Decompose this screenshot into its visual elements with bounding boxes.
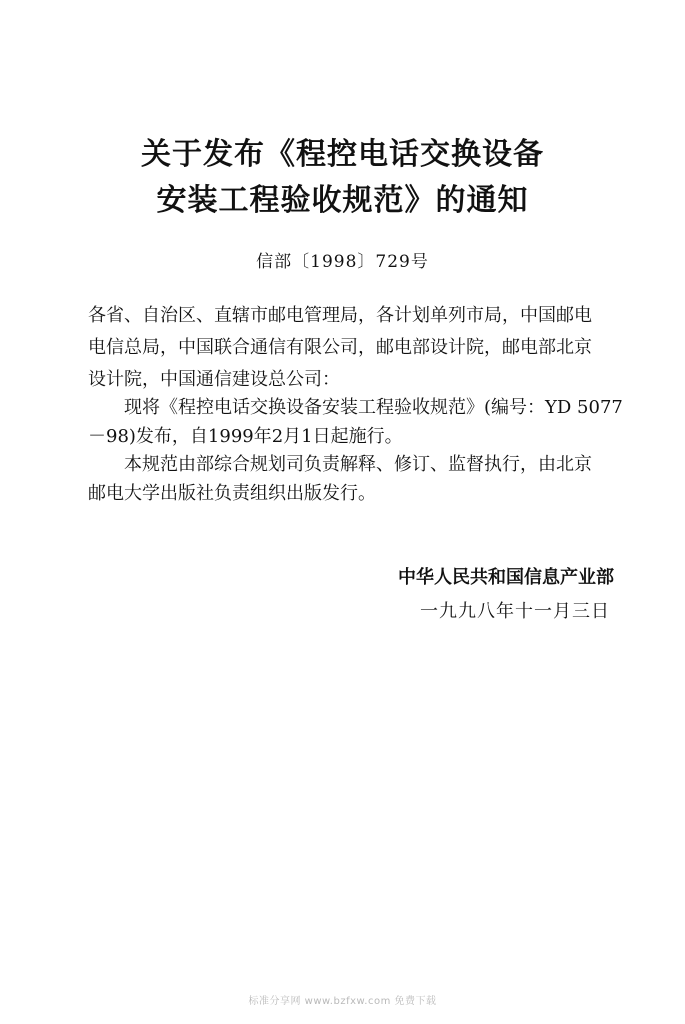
body-line-1: 各省、自治区、直辖市邮电管理局，各计划单列市局，中国邮电 (88, 305, 592, 326)
signature-date: 一九九八年十一月三日 (420, 601, 610, 622)
document-number: 信部〔1998〕729号 (256, 252, 429, 272)
body-line-7: 邮电大学出版社负责组织出版发行。 (88, 483, 376, 504)
body-line-4: 现将《程控电话交换设备安装工程验收规范》(编号：YD 5077 (124, 397, 623, 418)
title-line-1: 关于发布《程控电话交换设备 (141, 137, 544, 172)
body-line-2: 电信总局，中国联合通信有限公司，邮电部设计院，邮电部北京 (88, 337, 592, 358)
body-line-3: 设计院，中国通信建设总公司： (88, 369, 340, 390)
body-line-5: －98)发布，自1999年2月1日起施行。 (88, 426, 403, 447)
title-line-2: 安装工程验收规范》的通知 (156, 183, 529, 218)
watermark-text: 标准分享网 www.bzfxw.com 免费下载 (248, 996, 437, 1007)
body-line-6: 本规范由部综合规划司负责解释、修订、监督执行，由北京 (124, 454, 592, 475)
signature-organization: 中华人民共和国信息产业部 (398, 567, 614, 588)
